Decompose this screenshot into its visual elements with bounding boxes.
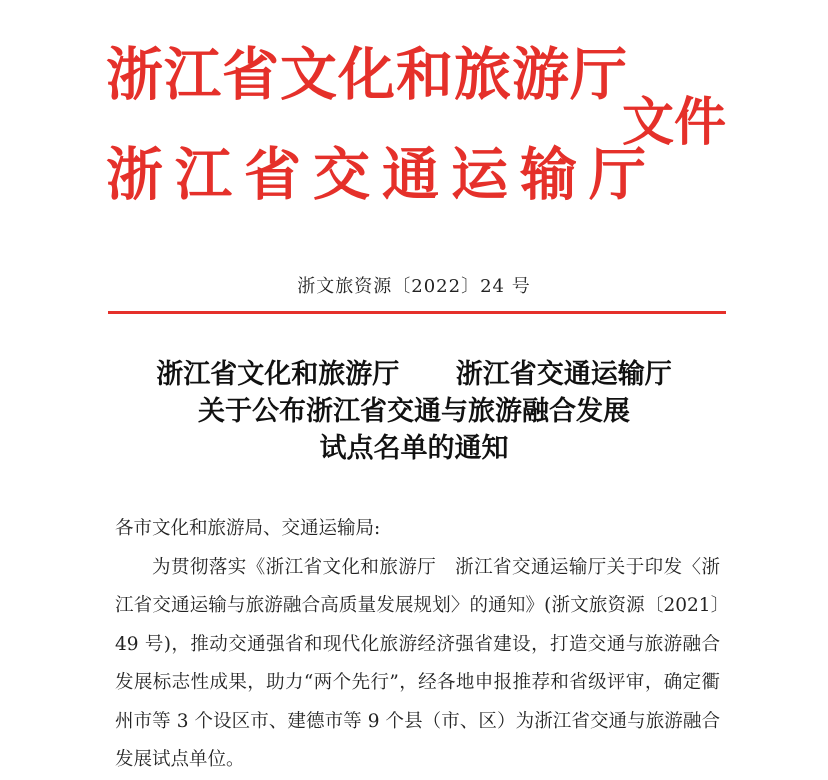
issuing-org-culture-tourism: 浙江省文化和旅游厅 [106,41,628,108]
issuing-org-transport: 浙江省交通运输厅 [106,141,658,208]
document-number: 浙文旅资源〔2022〕24 号 [297,276,531,297]
title-line-3: 试点名单的通知 [319,433,509,464]
document-title [0,356,828,467]
document-suffix: 文件 [622,92,727,153]
red-divider [108,311,726,314]
salutation: 各市文化和旅游局、交通运输局: [115,518,381,539]
document-body [115,510,720,780]
title-line-2: 关于公布浙江省交通与旅游融合发展 [198,396,630,427]
body-paragraph: 为贯彻落实《浙江省文化和旅游厅 浙江省交通运输厅关于印发〈浙江省交通运输与旅游融合高质量发展规划〉的通知》(浙文旅资源〔2021〕49 号)，推动交通强省和现代化旅游经济强省建设，打造交通与旅游融合发展标志性成果，助力“两个先行”，经各地申报推荐和省级评审，确定衢州市等 3 个设区市、建德市等 9 个县（市、区）为浙江省交通与旅游融合发展试点单位。 [115,556,720,770]
title-line-1: 浙江省文化和旅游厅 浙江省交通运输厅 [156,359,672,390]
